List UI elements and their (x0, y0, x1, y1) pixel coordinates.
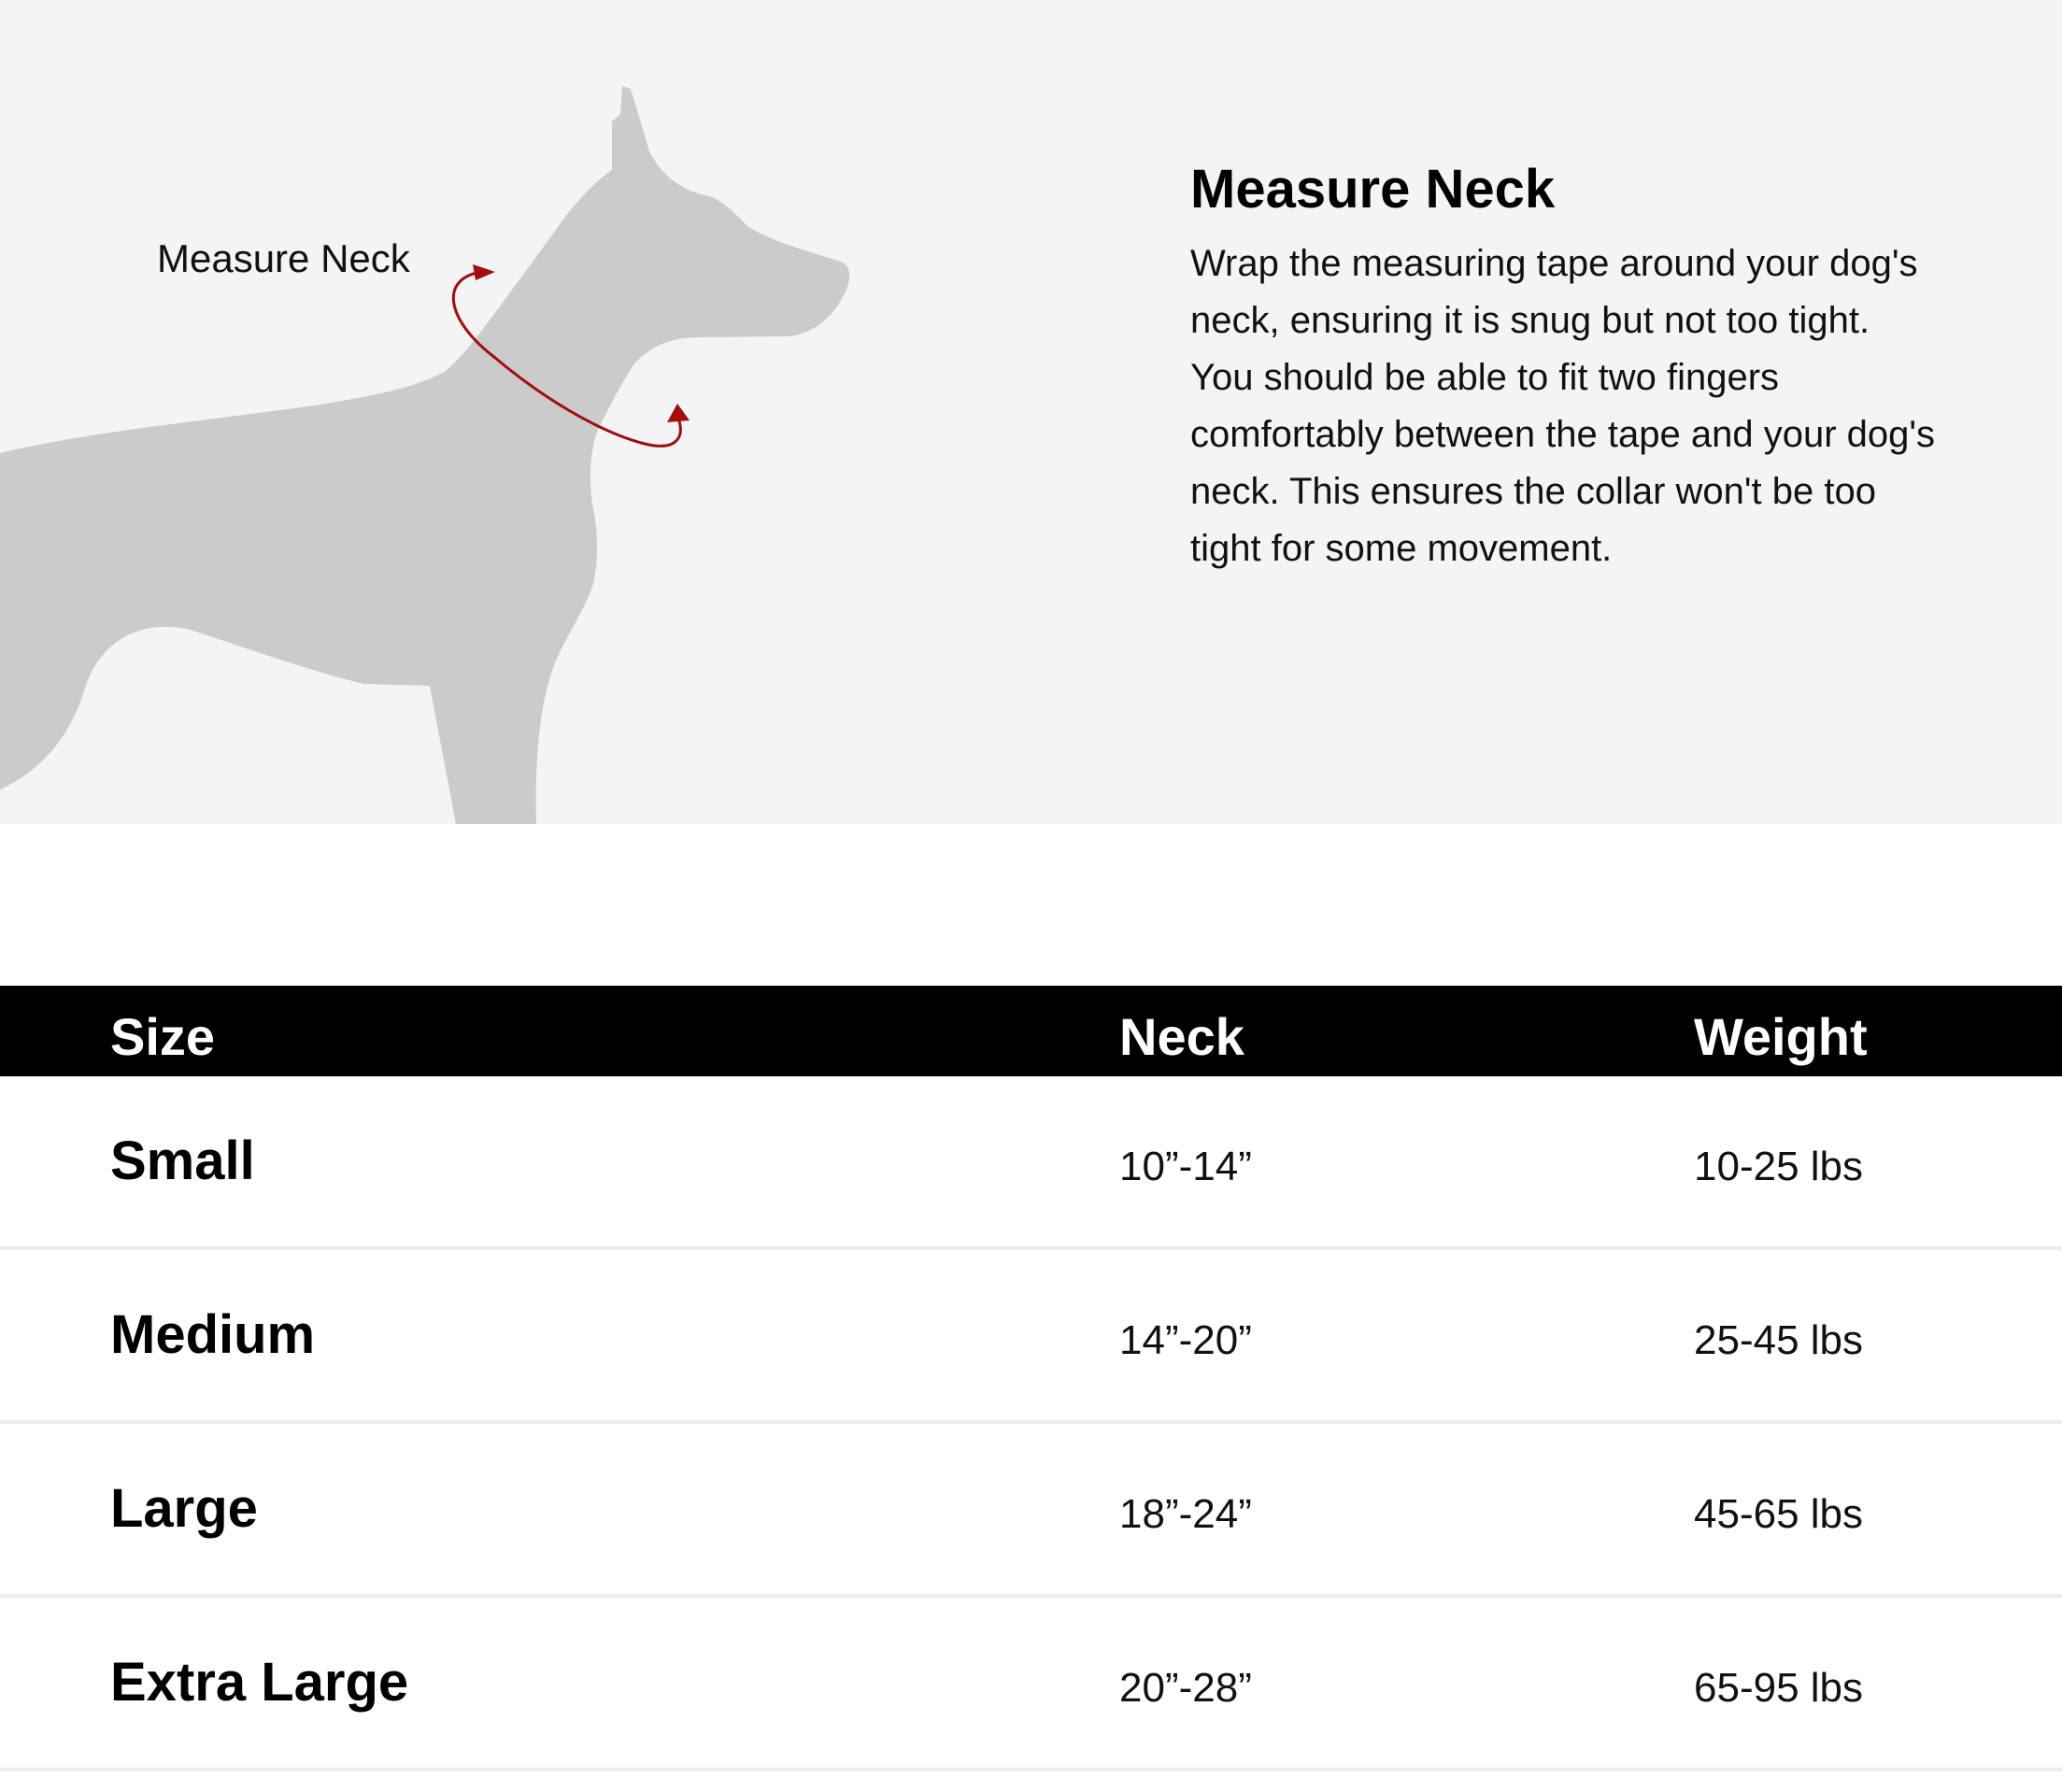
row-weight: 65-95 lbs (1694, 1665, 1864, 1711)
row-neck: 20”-28” (1119, 1665, 1252, 1711)
info-description: Wrap the measuring tape around your dog's neck, ensuring it is snug but not too tight. You should be able to fit two fingers comfortably between the tape and your dog's neck. This ensures the collar won't be too tight for some movement. (1190, 243, 1936, 569)
row-size: Small (110, 1131, 255, 1191)
dog-silhouette-diagram (0, 0, 934, 824)
table-header (0, 986, 2062, 1076)
measure-neck-section (0, 0, 2062, 824)
diagram-measure-neck-label: Measure Neck (157, 236, 410, 280)
arrow-head-top (473, 264, 495, 280)
table-row (0, 1076, 2062, 1250)
dog-silhouette (0, 86, 849, 824)
header-neck: Neck (1119, 1007, 1244, 1066)
row-weight: 45-65 lbs (1694, 1491, 1864, 1537)
measure-neck-info (1190, 157, 1938, 577)
row-weight: 25-45 lbs (1694, 1317, 1864, 1363)
table-row (0, 1250, 2062, 1424)
table-row (0, 1424, 2062, 1598)
header-weight: Weight (1694, 1007, 1868, 1066)
size-chart-table (0, 986, 2062, 1771)
arrow-head-bottom (667, 404, 690, 422)
row-neck: 10”-14” (1119, 1144, 1252, 1189)
header-size: Size (110, 1007, 216, 1066)
row-neck: 18”-24” (1119, 1491, 1252, 1537)
row-neck: 14”-20” (1119, 1317, 1252, 1363)
row-weight: 10-25 lbs (1694, 1144, 1864, 1189)
table-row (0, 1598, 2062, 1771)
row-size: Medium (110, 1304, 316, 1365)
row-size: Extra Large (110, 1652, 409, 1713)
row-size: Large (110, 1478, 258, 1539)
info-title: Measure Neck (1190, 159, 1556, 220)
